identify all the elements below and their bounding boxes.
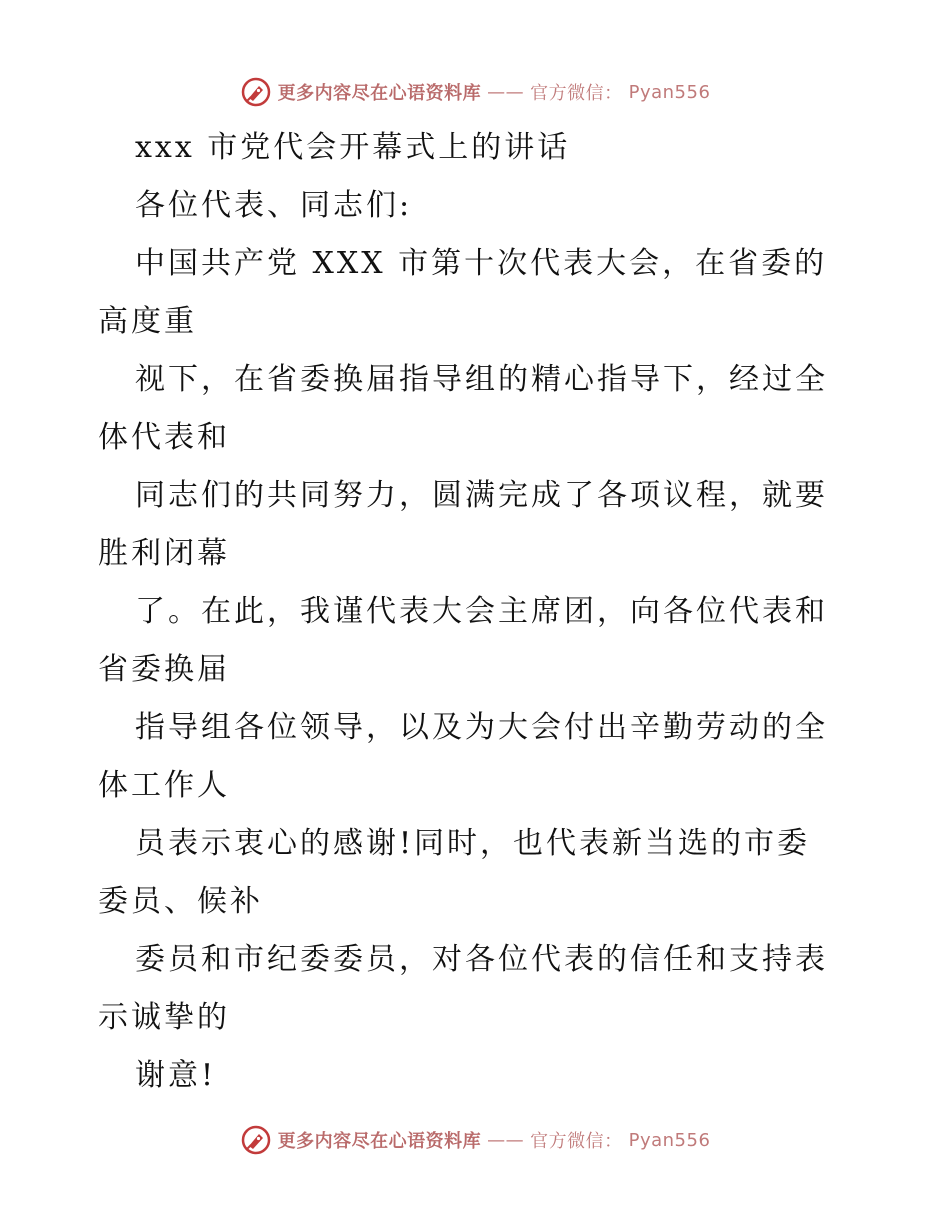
paragraph-line: 委员和市纪委委员，对各位代表的信任和支持表 bbox=[135, 942, 828, 977]
pen-nib-logo-icon bbox=[240, 76, 272, 108]
paragraph-line: 体代表和 bbox=[98, 420, 230, 455]
paragraph-line: 胜利闭幕 bbox=[98, 536, 230, 571]
paragraph-line: 中国共产党 XXX 市第十次代表大会，在省委的 bbox=[135, 246, 828, 281]
document-body bbox=[0, 120, 950, 1110]
watermark-wechat-id: Pyan556 bbox=[628, 1129, 711, 1151]
watermark-title: 更多内容尽在心语资料库 bbox=[277, 1131, 482, 1152]
document-title: xxx 市党代会开幕式上的讲话 bbox=[135, 130, 571, 165]
footer-watermark bbox=[0, 1120, 950, 1160]
paragraph-line: 了。在此，我谨代表大会主席团，向各位代表和 bbox=[135, 594, 828, 629]
paragraph-line: 体工作人 bbox=[98, 768, 230, 803]
paragraph-line: 高度重 bbox=[98, 304, 197, 339]
paragraph-line: 谢意! bbox=[135, 1058, 217, 1093]
paragraph-line: 省委换届 bbox=[98, 652, 230, 687]
paragraph-line: 员表示衷心的感谢!同时，也代表新当选的市委 bbox=[135, 826, 811, 861]
header-watermark bbox=[0, 72, 950, 112]
watermark-wechat-id: Pyan556 bbox=[628, 81, 711, 103]
paragraph-line: 同志们的共同努力，圆满完成了各项议程，就要 bbox=[135, 478, 828, 513]
paragraph-line: 示诚挚的 bbox=[98, 1000, 230, 1035]
watermark-wechat-label: 官方微信： bbox=[530, 83, 623, 104]
salutation: 各位代表、同志们: bbox=[135, 188, 413, 223]
watermark-dash: —— bbox=[487, 1129, 525, 1151]
paragraph-line: 指导组各位领导，以及为大会付出辛勤劳动的全 bbox=[135, 710, 828, 745]
pen-nib-logo-icon bbox=[240, 1124, 272, 1156]
paragraph-line: 视下，在省委换届指导组的精心指导下，经过全 bbox=[135, 362, 828, 397]
watermark-title: 更多内容尽在心语资料库 bbox=[277, 83, 482, 104]
watermark-wechat-label: 官方微信： bbox=[530, 1131, 623, 1152]
watermark-dash: —— bbox=[487, 81, 525, 103]
paragraph-line: 委员、候补 bbox=[98, 884, 263, 919]
